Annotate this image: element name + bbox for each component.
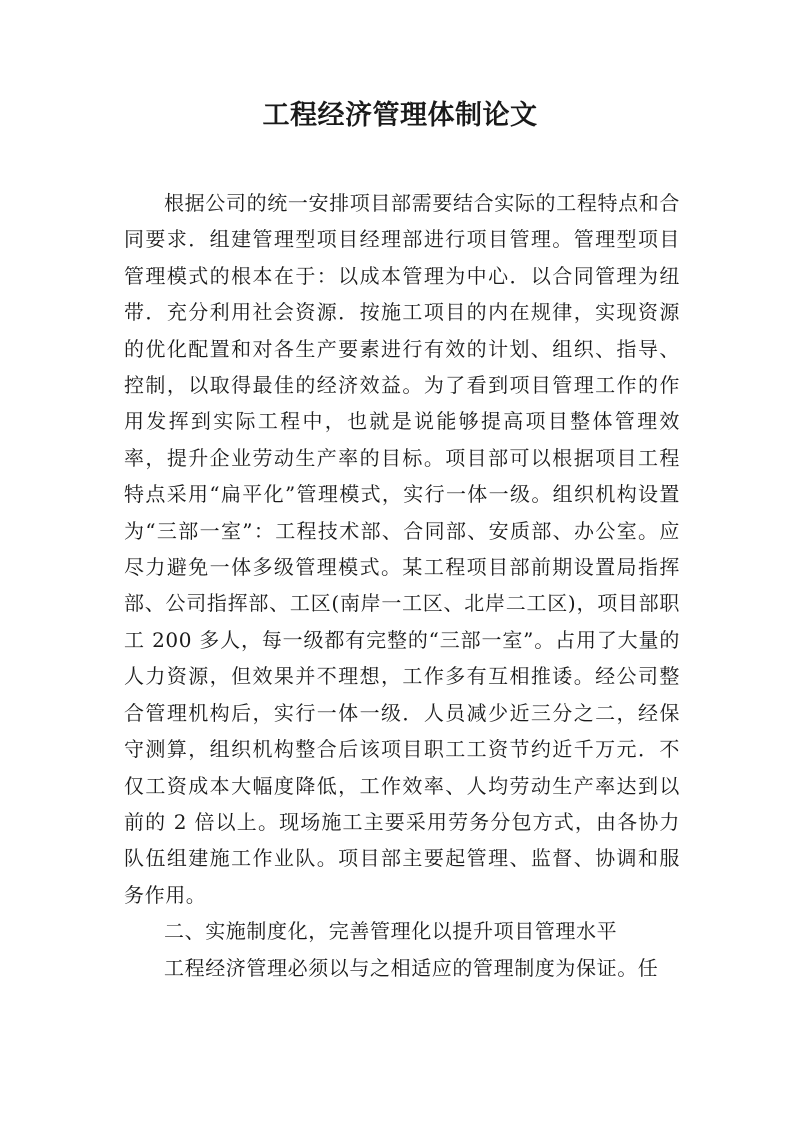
paragraph-2: 工程经济管理必须以与之相适应的管理制度为保证。任 [164,955,659,980]
document-title: 工程经济管理体制论文 [262,100,538,131]
document-body [124,185,680,986]
paragraph-1: 根据公司的统一安排项目部需要结合实际的工程特点和合同要求．组建管理型项目经理部进行项目管理。管理型项目管理模式的根本在于：以成本管理为中心．以合同管理为纽带．充分利用社会资源．按施工项目的内在规律，实现资源的优化配置和对各生产要素进行有效的计划、组织、指导、控制，以取得最佳的经济效益。为了看到项目管理工作的作用发挥到实际工程中，也就是说能够提高项目整体管理效率，提升企业劳动生产率的目标。项目部可以根据项目工程特点采用“扁平化”管理模式，实行一体一级。组织机构设置为“三部一室”：工程技术部、合同部、安质部、办公室。应尽力避免一体多级管理模式。某工程项目部前期设置局指挥部、公司指挥部、工区(南岸一工区、北岸二工区)，项目部职工 200 多人，每一级都有完整的“三部一室”。占用了大量的人力资源，但效果并不理想，工作多有互相推诿。经公司整合管理机构后，实行一体一级．人员减少近三分之二，经保守测算，组织机构整合后该项目职工工资节约近千万元．不仅工资成本大幅度降低，工作效率、人均劳动生产率达到以前的 2 倍以上。现场施工主要采用劳务分包方式，由各协力队伍组建施工作业队。项目部主要起管理、监督、协调和服务作用。 [124,191,680,907]
section-heading: 二、实施制度化，完善管理化以提升项目管理水平 [164,919,618,944]
